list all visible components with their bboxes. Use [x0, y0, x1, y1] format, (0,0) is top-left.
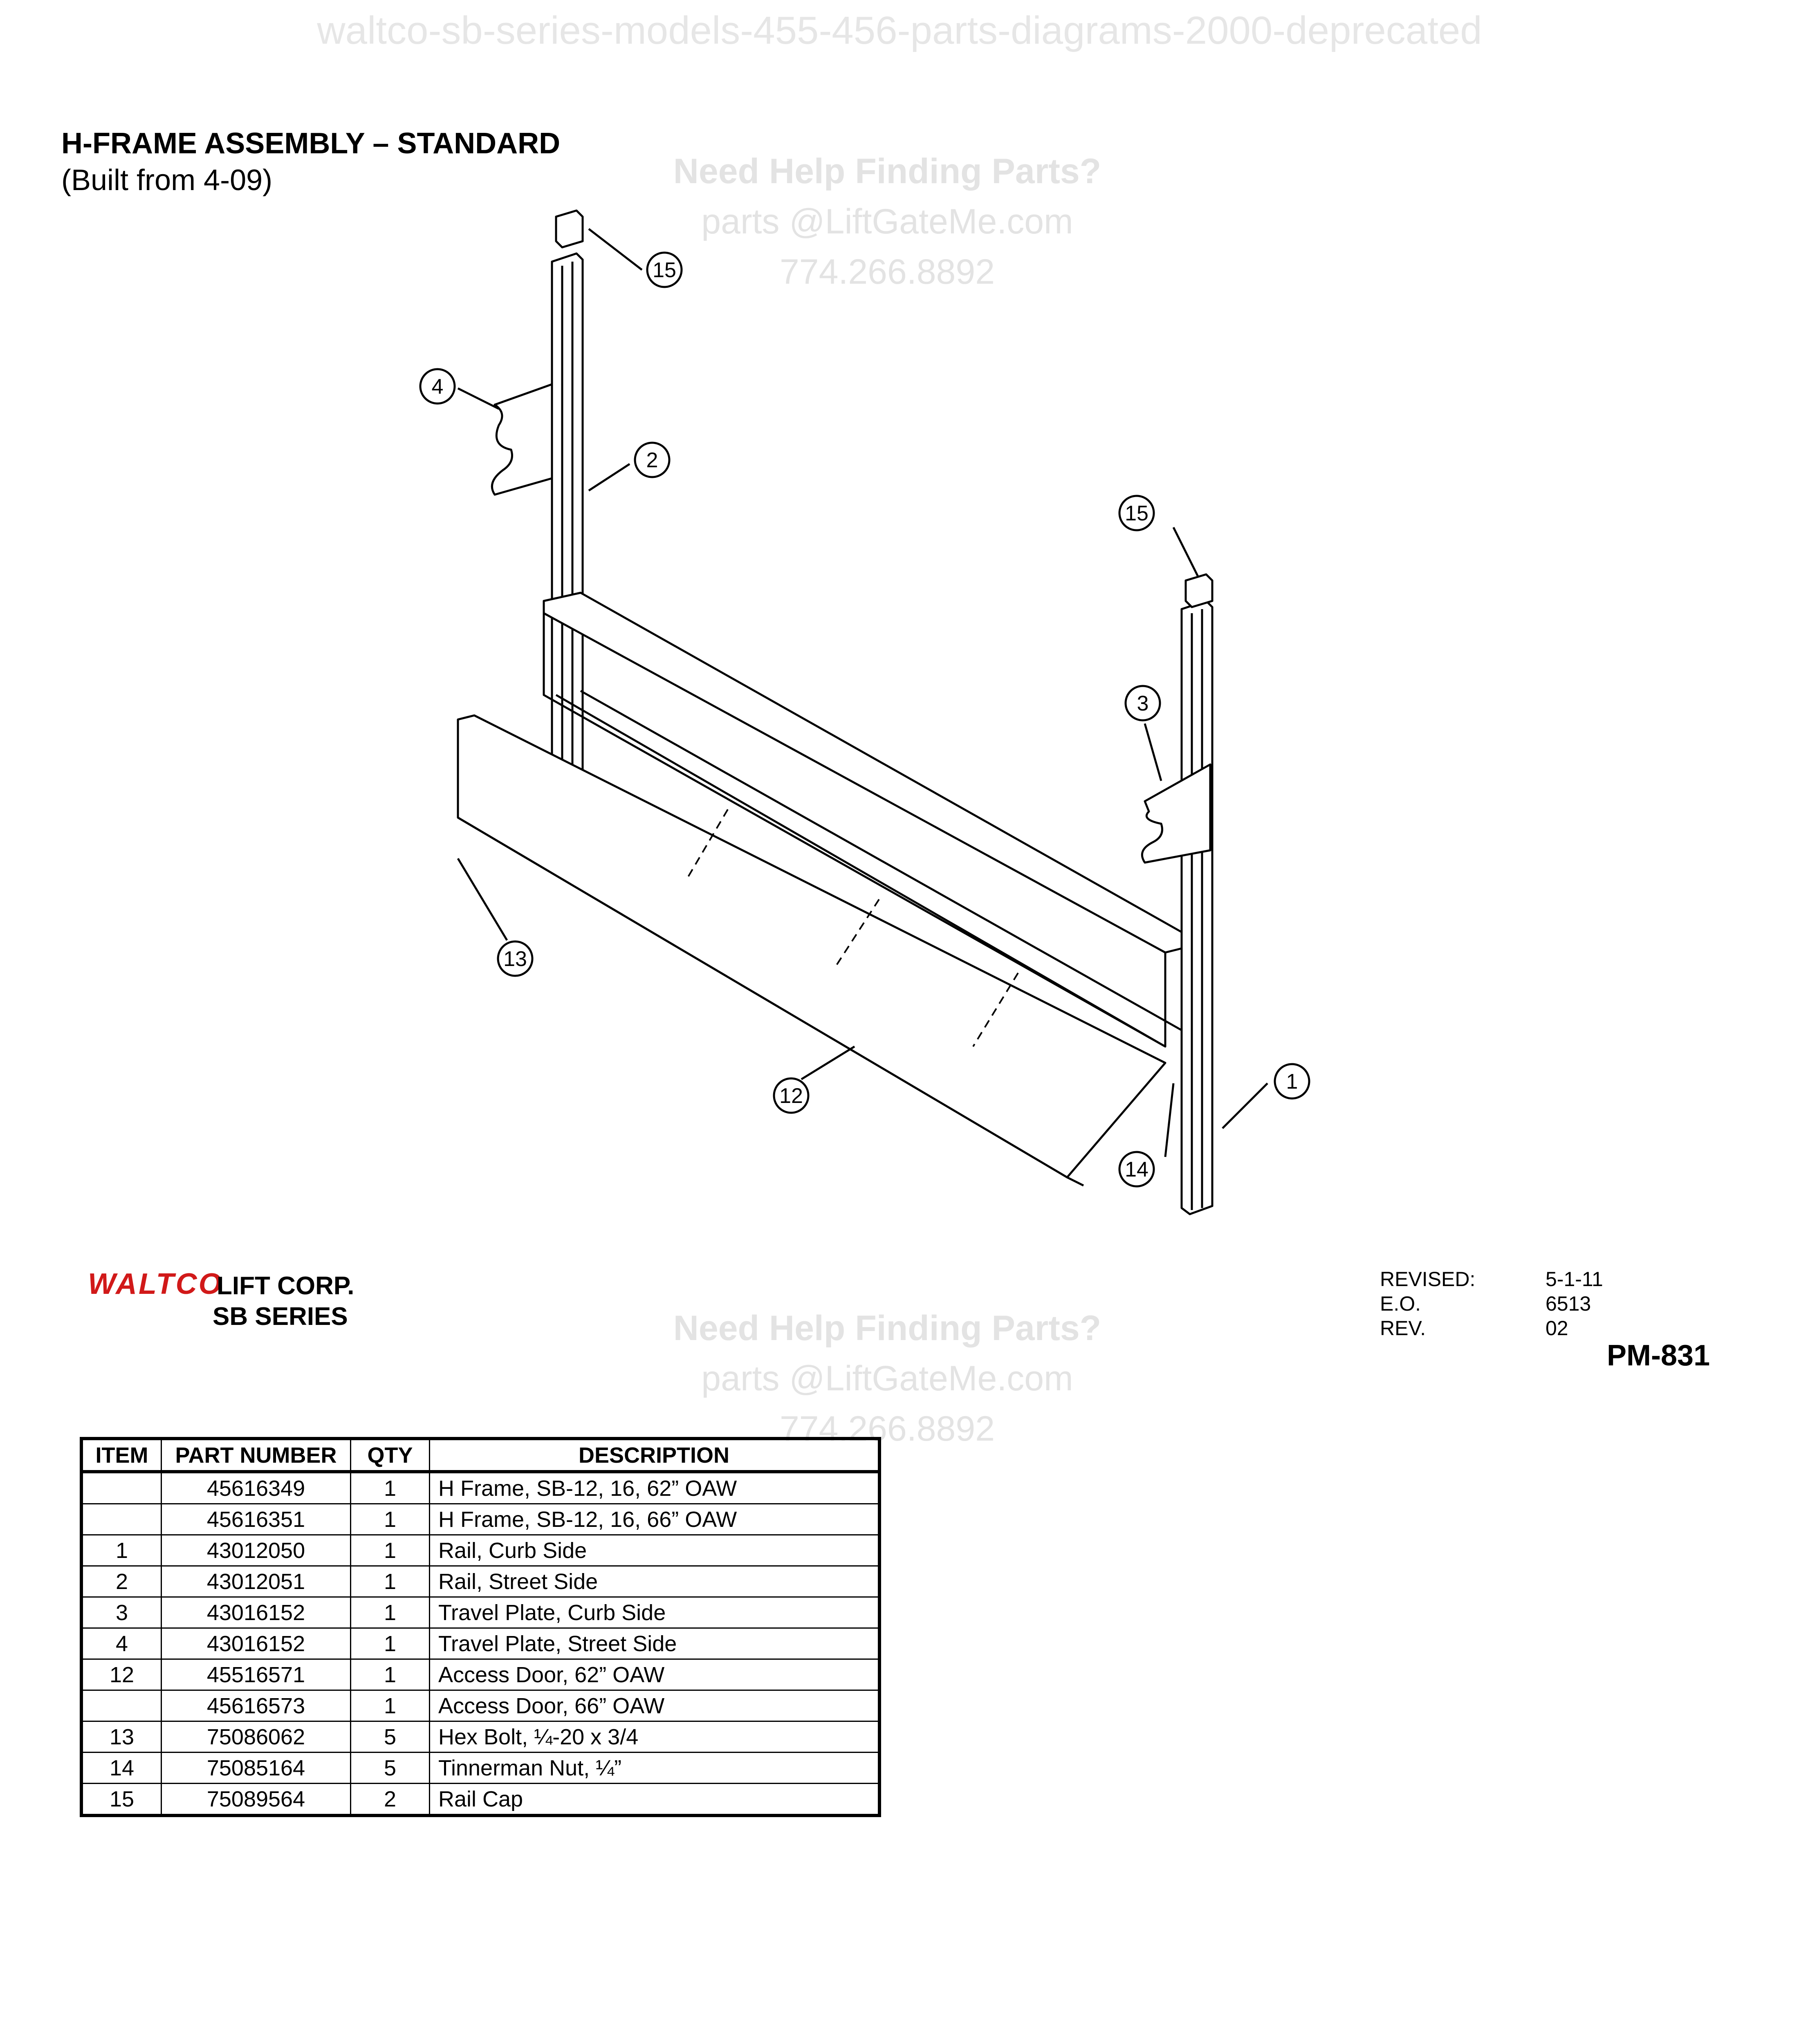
callout-4: 4 — [431, 375, 444, 399]
header-part-number: PART NUMBER — [162, 1439, 351, 1472]
cell-qty: 5 — [351, 1753, 430, 1784]
travel-plate-street-drawing — [492, 384, 552, 495]
revised-value: 5-1-11 — [1546, 1268, 1603, 1291]
access-door-drawing — [458, 715, 1165, 1177]
cell-item: 3 — [81, 1597, 162, 1628]
rail-cap-left-drawing — [556, 211, 583, 247]
cell-part-number: 45516571 — [162, 1659, 351, 1690]
watermark-filename: waltco-sb-series-models-455-456-parts-diagrams-2000-deprecated — [317, 9, 1482, 52]
callout-12: 12 — [779, 1084, 803, 1108]
cell-description: Rail, Street Side — [430, 1566, 880, 1597]
series-name: SB SERIES — [213, 1302, 348, 1331]
cell-part-number: 75086062 — [162, 1721, 351, 1753]
rev-value: 02 — [1546, 1317, 1568, 1340]
cell-qty: 1 — [351, 1472, 430, 1504]
cell-description: H Frame, SB-12, 16, 66” OAW — [430, 1504, 880, 1535]
cell-qty: 1 — [351, 1504, 430, 1535]
cell-part-number: 43012051 — [162, 1566, 351, 1597]
cell-part-number: 75085164 — [162, 1753, 351, 1784]
table-row — [81, 1566, 879, 1597]
cell-item: 2 — [81, 1566, 162, 1597]
cell-part-number: 45616573 — [162, 1690, 351, 1721]
cell-description: Tinnerman Nut, ¼” — [430, 1753, 880, 1784]
rail-cap-right-drawing — [1186, 574, 1212, 607]
cell-qty: 1 — [351, 1566, 430, 1597]
callout-2: 2 — [646, 448, 658, 472]
table-row — [81, 1659, 879, 1690]
table-row — [81, 1784, 879, 1816]
cell-item — [81, 1504, 162, 1535]
cell-qty: 1 — [351, 1690, 430, 1721]
callout-15-right: 15 — [1125, 502, 1148, 525]
cell-description: Rail, Curb Side — [430, 1535, 880, 1566]
header-description: DESCRIPTION — [430, 1439, 880, 1472]
header-item: ITEM — [81, 1439, 162, 1472]
table-row — [81, 1472, 879, 1504]
table-header-row — [81, 1439, 879, 1472]
help-watermark-heading-2: Need Help Finding Parts? — [673, 1309, 1101, 1348]
table-row — [81, 1597, 879, 1628]
cell-qty: 1 — [351, 1628, 430, 1659]
cell-description: Rail Cap — [430, 1784, 880, 1816]
cell-qty: 5 — [351, 1721, 430, 1753]
help-watermark-email: parts @LiftGateMe.com — [701, 202, 1073, 241]
cell-item: 4 — [81, 1628, 162, 1659]
rev-label: REV. — [1380, 1317, 1426, 1340]
cell-item: 14 — [81, 1753, 162, 1784]
cell-part-number: 43016152 — [162, 1597, 351, 1628]
cell-description: Access Door, 62” OAW — [430, 1659, 880, 1690]
cell-part-number: 45616349 — [162, 1472, 351, 1504]
page-code: PM-831 — [1607, 1339, 1710, 1372]
table-row — [81, 1690, 879, 1721]
cell-item: 1 — [81, 1535, 162, 1566]
cell-item: 13 — [81, 1721, 162, 1753]
cell-description: H Frame, SB-12, 16, 62” OAW — [430, 1472, 880, 1504]
cell-qty: 1 — [351, 1535, 430, 1566]
callout-15-left: 15 — [653, 258, 676, 282]
cell-item — [81, 1690, 162, 1721]
table-row — [81, 1721, 879, 1753]
cell-part-number: 75089564 — [162, 1784, 351, 1816]
cell-part-number: 45616351 — [162, 1504, 351, 1535]
cell-item: 12 — [81, 1659, 162, 1690]
parts-table — [80, 1437, 881, 1817]
cell-qty: 1 — [351, 1659, 430, 1690]
page-subtitle: (Built from 4-09) — [61, 164, 273, 197]
callout-14: 14 — [1125, 1158, 1148, 1181]
eo-value: 6513 — [1546, 1292, 1591, 1315]
table-row — [81, 1628, 879, 1659]
table-row — [81, 1535, 879, 1566]
page-title: H-FRAME ASSEMBLY – STANDARD — [61, 127, 561, 160]
table-row — [81, 1753, 879, 1784]
table-row — [81, 1504, 879, 1535]
rail-curb-side-drawing — [1182, 601, 1212, 1214]
callout-3: 3 — [1137, 692, 1149, 715]
callout-1: 1 — [1286, 1070, 1298, 1094]
help-watermark-phone-2: 774.266.8892 — [779, 1409, 995, 1448]
header-qty: QTY — [351, 1439, 430, 1472]
rail-street-side-drawing — [552, 253, 583, 785]
cell-part-number: 43012050 — [162, 1535, 351, 1566]
company-name: LIFT CORP. — [217, 1272, 354, 1300]
travel-plate-curb-drawing — [1142, 764, 1210, 863]
cell-part-number: 43016152 — [162, 1628, 351, 1659]
cell-qty: 1 — [351, 1597, 430, 1628]
revised-label: REVISED: — [1380, 1268, 1476, 1291]
help-watermark-email-2: parts @LiftGateMe.com — [701, 1359, 1073, 1398]
help-watermark-heading: Need Help Finding Parts? — [673, 152, 1101, 191]
cell-qty: 2 — [351, 1784, 430, 1816]
cell-description: Access Door, 66” OAW — [430, 1690, 880, 1721]
callout-13: 13 — [503, 947, 527, 971]
cell-description: Hex Bolt, ¼-20 x 3/4 — [430, 1721, 880, 1753]
cell-description: Travel Plate, Curb Side — [430, 1597, 880, 1628]
cell-item — [81, 1472, 162, 1504]
eo-label: E.O. — [1380, 1292, 1421, 1315]
help-watermark-phone: 774.266.8892 — [779, 252, 995, 291]
cell-item: 15 — [81, 1784, 162, 1816]
cell-description: Travel Plate, Street Side — [430, 1628, 880, 1659]
help-watermark-bottom — [601, 1308, 1173, 1449]
waltco-logo: WALTCO — [88, 1268, 223, 1300]
